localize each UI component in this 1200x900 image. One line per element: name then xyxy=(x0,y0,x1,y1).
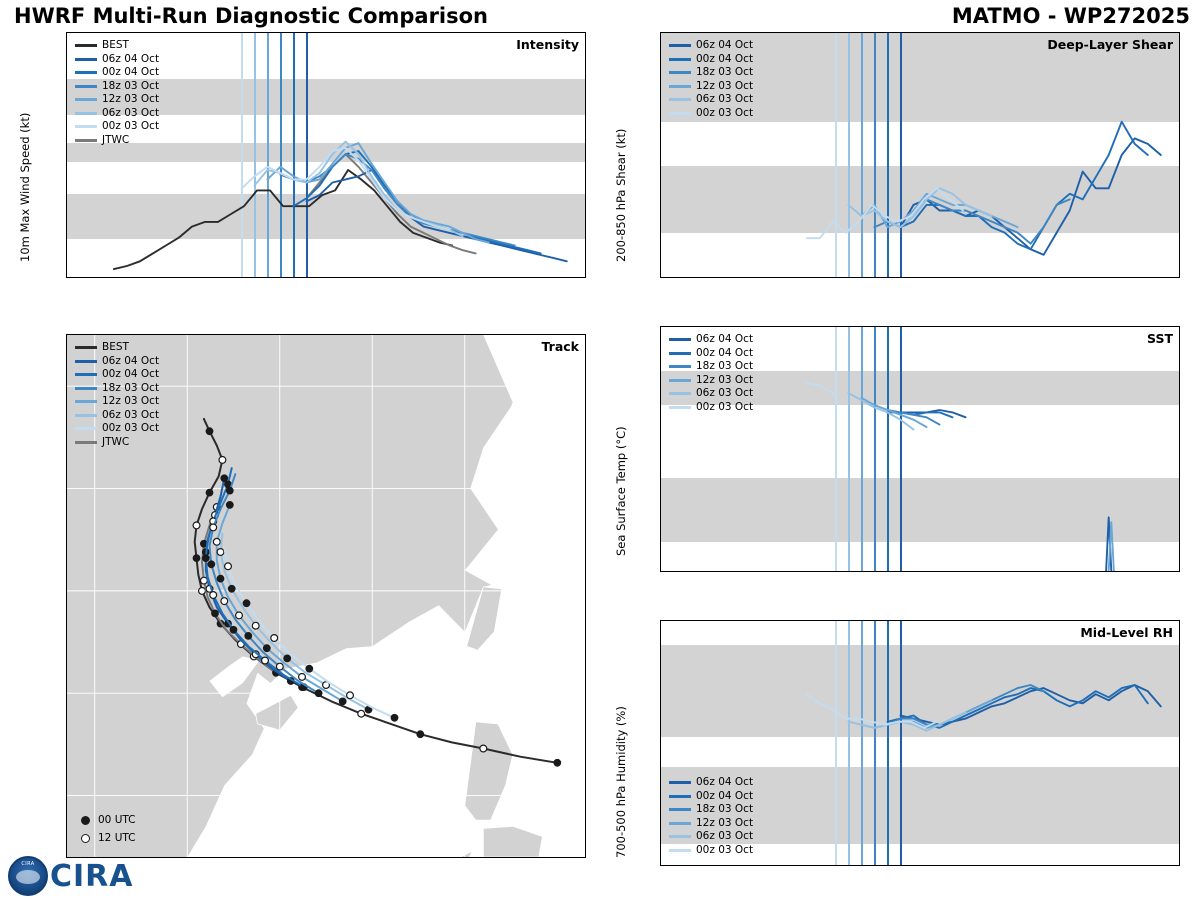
legend-label: 00z 04 Oct xyxy=(102,368,160,380)
legend-item xyxy=(75,436,159,450)
legend-item xyxy=(75,53,159,67)
legend-label: 12z 03 Oct xyxy=(696,373,754,386)
map-x-tick-mark xyxy=(187,857,188,858)
legend-item xyxy=(75,355,159,369)
legend-label: 06z 03 Oct xyxy=(696,93,754,105)
track-marker-12utc xyxy=(210,592,217,599)
legend-label: 06z 03 Oct xyxy=(102,106,160,119)
legend-swatch xyxy=(75,139,97,142)
series-line xyxy=(267,143,488,242)
legend-label: 00z 03 Oct xyxy=(696,400,754,413)
track-marker-00utc xyxy=(230,626,237,633)
cira-badge-text: CIRA xyxy=(21,861,35,867)
legend-item xyxy=(75,66,159,80)
legend-label: 00z 04 Oct xyxy=(102,66,160,78)
legend-swatch xyxy=(75,71,97,74)
legend-item xyxy=(75,409,159,423)
track-marker-12utc xyxy=(219,457,226,464)
legend-label: 00z 03 Oct xyxy=(696,843,754,856)
track-marker-12utc xyxy=(358,710,365,717)
legend-item xyxy=(669,803,753,817)
legend-item xyxy=(669,80,753,94)
legend-swatch xyxy=(75,85,97,88)
legend-label: 18z 03 Oct xyxy=(696,803,754,815)
series-line xyxy=(807,188,963,238)
track-key-12utc xyxy=(81,829,136,847)
shear-legend xyxy=(669,39,753,120)
cira-wordmark: CIRA xyxy=(50,858,134,894)
intensity-y-axis-label: 10m Max Wind Speed (kt) xyxy=(18,112,32,262)
series-line xyxy=(901,685,1161,725)
track-key-12utc-label: 12 UTC xyxy=(98,832,136,844)
rh-panel-title: Mid-Level RH xyxy=(1080,625,1173,640)
series-line xyxy=(848,393,913,430)
track-marker-00utc xyxy=(208,561,215,568)
legend-swatch xyxy=(75,360,97,363)
legend-item xyxy=(669,844,753,858)
track-marker-12utc xyxy=(193,522,200,529)
track-marker-12utc xyxy=(199,588,206,595)
legend-swatch xyxy=(669,112,691,115)
track-marker-12utc xyxy=(252,622,259,629)
track-marker-00utc xyxy=(228,585,235,592)
map-x-tick-mark xyxy=(465,857,466,858)
legend-label: BEST xyxy=(102,341,129,353)
legend-item xyxy=(75,134,159,148)
legend-swatch xyxy=(75,98,97,101)
legend-item xyxy=(669,333,753,347)
legend-swatch xyxy=(669,365,691,368)
open-circle-icon xyxy=(81,834,90,843)
south-china-sea xyxy=(187,581,585,857)
legend-label: 00z 03 Oct xyxy=(102,120,160,132)
legend-swatch xyxy=(669,58,691,61)
legend-label: 06z 04 Oct xyxy=(696,333,754,345)
legend-swatch xyxy=(75,58,97,61)
legend-item xyxy=(669,107,753,121)
legend-item xyxy=(669,360,753,374)
legend-swatch xyxy=(669,392,691,395)
legend-item xyxy=(75,422,159,436)
legend-label: 00z 04 Oct xyxy=(696,346,754,359)
legend-item xyxy=(669,401,753,415)
page-title: HWRF Multi-Run Diagnostic Comparison xyxy=(14,4,489,28)
legend-label: JTWC xyxy=(102,133,130,146)
legend-swatch xyxy=(669,352,691,355)
legend-item xyxy=(669,776,753,790)
series-line xyxy=(888,122,1148,250)
legend-item xyxy=(75,107,159,121)
track-marker-12utc xyxy=(276,663,283,670)
track-marker-key xyxy=(81,811,136,847)
legend-item xyxy=(75,395,159,409)
legend-item xyxy=(669,347,753,361)
track-marker-00utc xyxy=(245,633,252,640)
legend-swatch xyxy=(75,400,97,403)
track-marker-12utc xyxy=(213,538,220,545)
legend-swatch xyxy=(75,387,97,390)
series-line xyxy=(307,170,567,261)
intensity-chart-panel xyxy=(66,32,586,278)
legend-label: 06z 03 Oct xyxy=(696,830,754,842)
legend-swatch xyxy=(669,406,691,409)
legend-swatch xyxy=(75,441,97,444)
track-marker-00utc xyxy=(339,698,346,705)
legend-label: 00z 03 Oct xyxy=(696,106,754,119)
legend-swatch xyxy=(669,85,691,88)
legend-swatch xyxy=(75,373,97,376)
track-marker-00utc xyxy=(221,475,228,482)
rh-legend xyxy=(669,776,753,857)
track-marker-00utc xyxy=(243,600,250,607)
legend-item xyxy=(669,93,753,107)
track-legend xyxy=(75,341,159,449)
rh-chart-panel xyxy=(660,620,1180,866)
track-key-00utc xyxy=(81,811,136,829)
cira-badge-icon xyxy=(8,856,48,896)
sst-chart-panel xyxy=(660,326,1180,572)
series-line xyxy=(114,170,452,269)
track-map-panel xyxy=(66,334,586,858)
legend-label: JTWC xyxy=(102,435,130,448)
legend-label: 06z 04 Oct xyxy=(696,39,754,51)
track-marker-00utc xyxy=(193,555,200,562)
map-x-tick-mark xyxy=(280,857,281,858)
track-marker-00utc xyxy=(391,714,398,721)
series-line xyxy=(901,138,1161,254)
map-x-tick-mark xyxy=(557,857,558,858)
legend-item xyxy=(669,53,753,67)
track-marker-00utc xyxy=(202,555,209,562)
track-panel-title: Track xyxy=(541,339,579,354)
legend-swatch xyxy=(75,414,97,417)
track-marker-00utc xyxy=(226,487,233,494)
legend-swatch xyxy=(669,822,691,825)
track-marker-00utc xyxy=(284,655,291,662)
shear-y-axis-label: 200-850 hPa Shear (kt) xyxy=(614,128,628,262)
track-marker-00utc xyxy=(554,759,561,766)
legend-swatch xyxy=(75,125,97,128)
legend-swatch xyxy=(75,427,97,430)
legend-swatch xyxy=(669,835,691,838)
legend-item xyxy=(669,374,753,388)
track-marker-12utc xyxy=(262,657,269,664)
track-marker-12utc xyxy=(221,598,228,605)
legend-label: 00z 04 Oct xyxy=(696,52,754,65)
legend-swatch xyxy=(669,808,691,811)
cira-logo xyxy=(8,856,134,896)
legend-swatch xyxy=(669,338,691,341)
filled-circle-icon xyxy=(81,816,90,825)
track-marker-00utc xyxy=(263,645,270,652)
legend-item xyxy=(669,830,753,844)
legend-label: 06z 04 Oct xyxy=(102,354,160,367)
legend-swatch xyxy=(669,379,691,382)
legend-label: 00z 04 Oct xyxy=(696,789,754,802)
track-key-00utc-label: 00 UTC xyxy=(98,814,136,826)
track-marker-00utc xyxy=(206,428,213,435)
track-marker-00utc xyxy=(226,502,233,509)
legend-label: 00z 03 Oct xyxy=(102,422,160,434)
legend-swatch xyxy=(669,98,691,101)
track-marker-12utc xyxy=(299,674,306,681)
series-line xyxy=(807,383,838,403)
legend-label: 12z 03 Oct xyxy=(696,816,754,829)
legend-label: BEST xyxy=(102,39,129,51)
legend-label: 18z 03 Oct xyxy=(102,79,160,92)
legend-label: 06z 04 Oct xyxy=(102,52,160,65)
legend-swatch xyxy=(669,71,691,74)
legend-item xyxy=(75,39,159,53)
legend-label: 12z 03 Oct xyxy=(102,93,160,105)
legend-swatch xyxy=(75,44,97,47)
legend-item xyxy=(669,790,753,804)
legend-item xyxy=(75,120,159,134)
storm-title: MATMO - WP272025 xyxy=(951,4,1190,28)
legend-item xyxy=(669,66,753,80)
legend-swatch xyxy=(75,112,97,115)
shear-chart-panel xyxy=(660,32,1180,278)
legend-item xyxy=(75,341,159,355)
sst-y-axis-label: Sea Surface Temp (°C) xyxy=(614,426,628,556)
legend-swatch xyxy=(669,44,691,47)
legend-label: 12z 03 Oct xyxy=(696,79,754,92)
legend-swatch xyxy=(669,849,691,852)
legend-item xyxy=(75,382,159,396)
legend-label: 06z 03 Oct xyxy=(102,408,160,421)
legend-label: 06z 03 Oct xyxy=(696,387,754,399)
intensity-legend xyxy=(75,39,159,147)
track-marker-00utc xyxy=(212,610,219,617)
legend-label: 18z 03 Oct xyxy=(696,66,754,78)
shear-panel-title: Deep-Layer Shear xyxy=(1047,37,1173,52)
legend-swatch xyxy=(669,781,691,784)
track-marker-12utc xyxy=(236,612,243,619)
legend-label: 18z 03 Oct xyxy=(102,381,160,394)
track-marker-00utc xyxy=(315,690,322,697)
map-x-tick-mark xyxy=(372,857,373,858)
track-marker-12utc xyxy=(201,577,208,584)
track-marker-12utc xyxy=(271,635,278,642)
track-marker-00utc xyxy=(417,731,424,738)
sst-panel-title: SST xyxy=(1147,331,1173,346)
track-marker-00utc xyxy=(306,665,313,672)
legend-item xyxy=(75,93,159,107)
track-marker-12utc xyxy=(225,563,232,570)
sst-legend xyxy=(669,333,753,414)
track-marker-00utc xyxy=(217,575,224,582)
track-marker-00utc xyxy=(206,489,213,496)
legend-label: 12z 03 Oct xyxy=(102,395,160,407)
intensity-panel-title: Intensity xyxy=(516,37,579,52)
legend-label: 06z 04 Oct xyxy=(696,776,754,788)
legend-swatch xyxy=(75,346,97,349)
track-marker-12utc xyxy=(210,524,217,531)
legend-item xyxy=(669,817,753,831)
legend-item xyxy=(669,387,753,401)
legend-item xyxy=(75,80,159,94)
legend-item xyxy=(669,39,753,53)
legend-label: 18z 03 Oct xyxy=(696,360,754,372)
track-marker-12utc xyxy=(217,549,224,556)
legend-item xyxy=(75,368,159,382)
rh-y-axis-label: 700-500 hPa Humidity (%) xyxy=(614,706,628,858)
track-marker-12utc xyxy=(480,745,487,752)
legend-swatch xyxy=(669,795,691,798)
track-marker-12utc xyxy=(347,692,354,699)
